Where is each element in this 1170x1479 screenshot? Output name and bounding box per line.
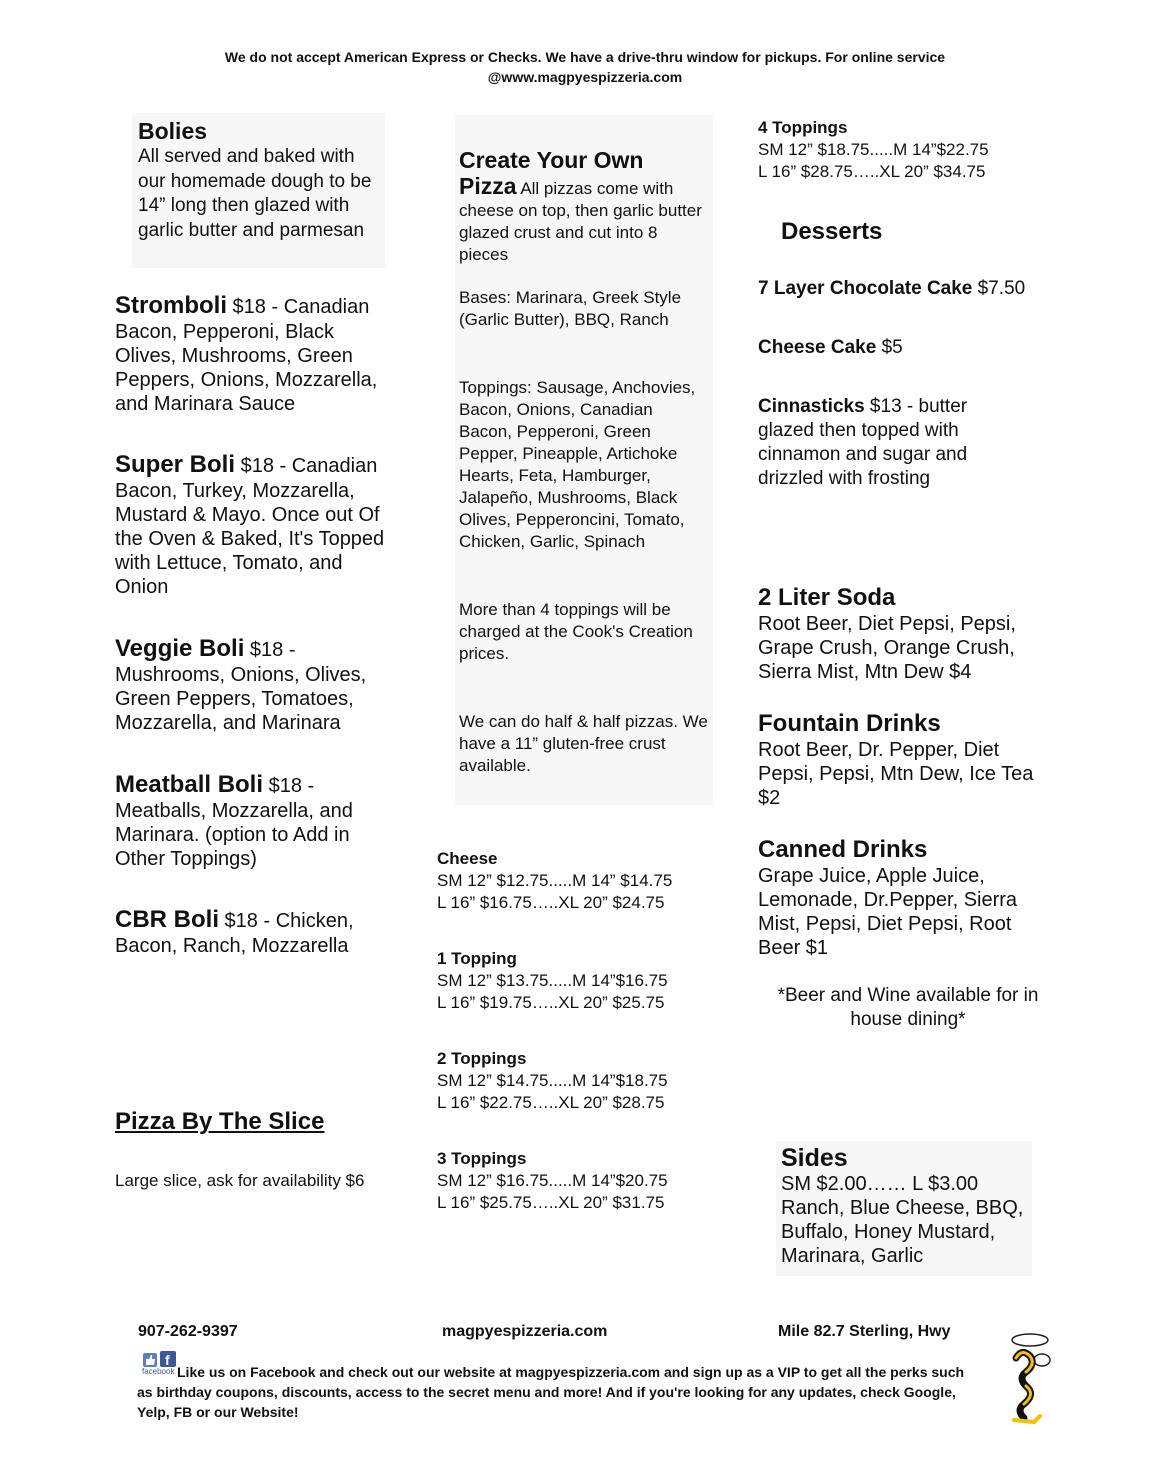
price-block — [437, 1148, 727, 1214]
slice-title: Pizza By The Slice — [115, 1108, 325, 1135]
dessert-item — [758, 336, 1068, 360]
drink-section — [758, 836, 1048, 960]
boli-item — [115, 771, 380, 871]
price-line: L 16” $19.75…..XL 20” $25.75 — [437, 993, 665, 1012]
boli-desc: $18 - Mushrooms, Onions, Olives, Green Peppers, Tomatoes, Mozzarella, and Marinara — [115, 639, 367, 734]
boli-name: Veggie Boli — [115, 635, 245, 662]
boli-item — [115, 906, 385, 958]
cyo-title-line2: Pizza — [459, 173, 517, 199]
dessert-desc: $5 — [876, 337, 903, 358]
sides-price: SM $2.00…… L $3.00 — [781, 1173, 979, 1195]
desserts-section — [758, 217, 1068, 491]
boli-name: Meatball Boli — [115, 771, 264, 798]
footer-note: Like us on Facebook and check out our website at magpyespizzeria.com and sign up as a VIP to get all the perks such as birthday coupons, discounts, access to the secret menu and more! And if you're looking for any updates, check Google, Yelp, FB or our Website! — [137, 1364, 965, 1420]
boli-item — [115, 292, 400, 416]
cyo-half: We can do half & half pizzas. We have a 11” gluten-free crust available. — [459, 712, 708, 775]
cyo-section — [459, 146, 709, 777]
facebook-label: facebook — [142, 1367, 175, 1376]
cyo-bases: Bases: Marinara, Greek Style (Garlic Butter), BBQ, Ranch — [459, 288, 682, 329]
top-note-line2: @www.magpyespizzeria.com — [487, 69, 683, 85]
drink-desc: Root Beer, Dr. Pepper, Diet Pepsi, Pepsi, Mtn Dew, Ice Tea $2 — [758, 739, 1034, 809]
dessert-desc: $7.50 — [972, 278, 1026, 299]
dessert-name: 7 Layer Chocolate Cake — [758, 278, 973, 299]
bolies-section — [138, 117, 386, 243]
boli-name: CBR Boli — [115, 906, 219, 933]
price-line: L 16” $25.75…..XL 20” $31.75 — [437, 1193, 665, 1212]
price-block — [437, 848, 727, 914]
price-line: L 16” $22.75…..XL 20” $28.75 — [437, 1093, 665, 1112]
dessert-desc: $13 - butter glazed then topped with cinnamon and sugar and drizzled with frosting — [758, 396, 968, 489]
price-block — [758, 117, 1048, 183]
price-line: SM 12” $18.75.....M 14”$22.75 — [758, 140, 989, 159]
dessert-item — [758, 277, 1068, 301]
cyo-intro-text: All pizzas come with cheese on top, then garlic butter glazed crust and cut into 8 pieces — [459, 179, 702, 264]
footer-phone[interactable]: 907-262-9397 — [138, 1323, 238, 1340]
price-name: 2 Toppings — [437, 1049, 527, 1068]
footer-address: Mile 82.7 Sterling, Hwy — [778, 1323, 951, 1340]
price-block — [437, 948, 727, 1014]
boli-desc: $18 - Canadian Bacon, Pepperoni, Black Olives, Mushrooms, Green Peppers, Onions, Mozzarella, and Marinara Sauce — [115, 296, 378, 415]
sides-desc: Ranch, Blue Cheese, BBQ, Buffalo, Honey Mustard, Marinara, Garlic — [781, 1197, 1024, 1267]
boli-desc: $18 - Chicken, Bacon, Ranch, Mozzarella — [115, 910, 354, 957]
boli-item — [115, 635, 385, 735]
sides-title: Sides — [781, 1144, 848, 1172]
price-name: 1 Topping — [437, 949, 517, 968]
drink-desc: Root Beer, Diet Pepsi, Pepsi, Grape Crush, Orange Crush, Sierra Mist, Mtn Dew $4 — [758, 613, 1016, 683]
top-note-line1: We do not accept American Express or Checks. We have a drive-thru window for pickups. For online service — [224, 49, 946, 65]
price-line: L 16” $16.75…..XL 20” $24.75 — [437, 893, 665, 912]
cyo-title: Create Your Own — [459, 147, 644, 173]
drink-title: Fountain Drinks — [758, 710, 941, 737]
price-line: SM 12” $13.75.....M 14”$16.75 — [437, 971, 668, 990]
cyo-more: More than 4 toppings will be charged at the Cook's Creation prices. — [459, 600, 693, 663]
drink-title: Canned Drinks — [758, 836, 928, 863]
boli-desc: $18 - Canadian Bacon, Turkey, Mozzarella, Mustard & Mayo. Once out Of the Oven & Baked, It's Topped with Lettuce, Tomato, and Onion — [115, 455, 385, 598]
price-line: SM 12” $14.75.....M 14”$18.75 — [437, 1071, 668, 1090]
price-line: SM 12” $16.75.....M 14”$20.75 — [437, 1171, 668, 1190]
drink-section — [758, 584, 1048, 684]
slice-section — [115, 1108, 415, 1192]
boli-item — [115, 451, 400, 599]
boli-name: Stromboli — [115, 292, 227, 319]
svg-text:f: f — [165, 1352, 170, 1368]
boli-desc: $18 - Meatballs, Mozzarella, and Marinara. (option to Add in Other Toppings) — [115, 775, 353, 870]
drink-desc: Grape Juice, Apple Juice, Lemonade, Dr.Pepper, Sierra Mist, Pepsi, Diet Pepsi, Root Beer $1 — [758, 865, 1018, 959]
price-name: Cheese — [437, 849, 498, 868]
slice-desc: Large slice, ask for availability $6 — [115, 1171, 365, 1190]
top-note — [0, 47, 1170, 87]
cyo-toppings: Toppings: Sausage, Anchovies, Bacon, Onions, Canadian Bacon, Pepperoni, Green Pepper, Pineapple, Artichoke Hearts, Feta, Hamburger, Jalapeño, Mushrooms, Black Olives, Pepperoncini, Tomato, Chicken, Garlic, Spinach — [459, 378, 696, 551]
price-name: 3 Toppings — [437, 1149, 527, 1168]
drink-section — [758, 710, 1053, 810]
mascot-icon — [1000, 1330, 1060, 1430]
price-line: SM 12” $12.75.....M 14” $14.75 — [437, 871, 673, 890]
price-block — [437, 1048, 727, 1114]
footer-website[interactable]: magpyespizzeria.com — [442, 1323, 608, 1340]
bolies-desc: All served and baked with our homemade dough to be 14” long then glazed with garlic butter and parmesan — [138, 146, 372, 241]
drink-title: 2 Liter Soda — [758, 584, 896, 611]
price-name: 4 Toppings — [758, 118, 848, 137]
dessert-name: Cinnasticks — [758, 396, 865, 417]
boli-name: Super Boli — [115, 451, 236, 478]
desserts-title: Desserts — [781, 218, 883, 245]
bolies-title: Bolies — [138, 118, 208, 144]
price-line: L 16” $28.75…..XL 20” $34.75 — [758, 162, 986, 181]
beer-note: *Beer and Wine available for in house dining* — [777, 985, 1039, 1030]
dessert-item — [758, 395, 1013, 491]
sides-section — [781, 1144, 1036, 1268]
dessert-name: Cheese Cake — [758, 337, 877, 358]
cyo-intro — [459, 175, 709, 266]
